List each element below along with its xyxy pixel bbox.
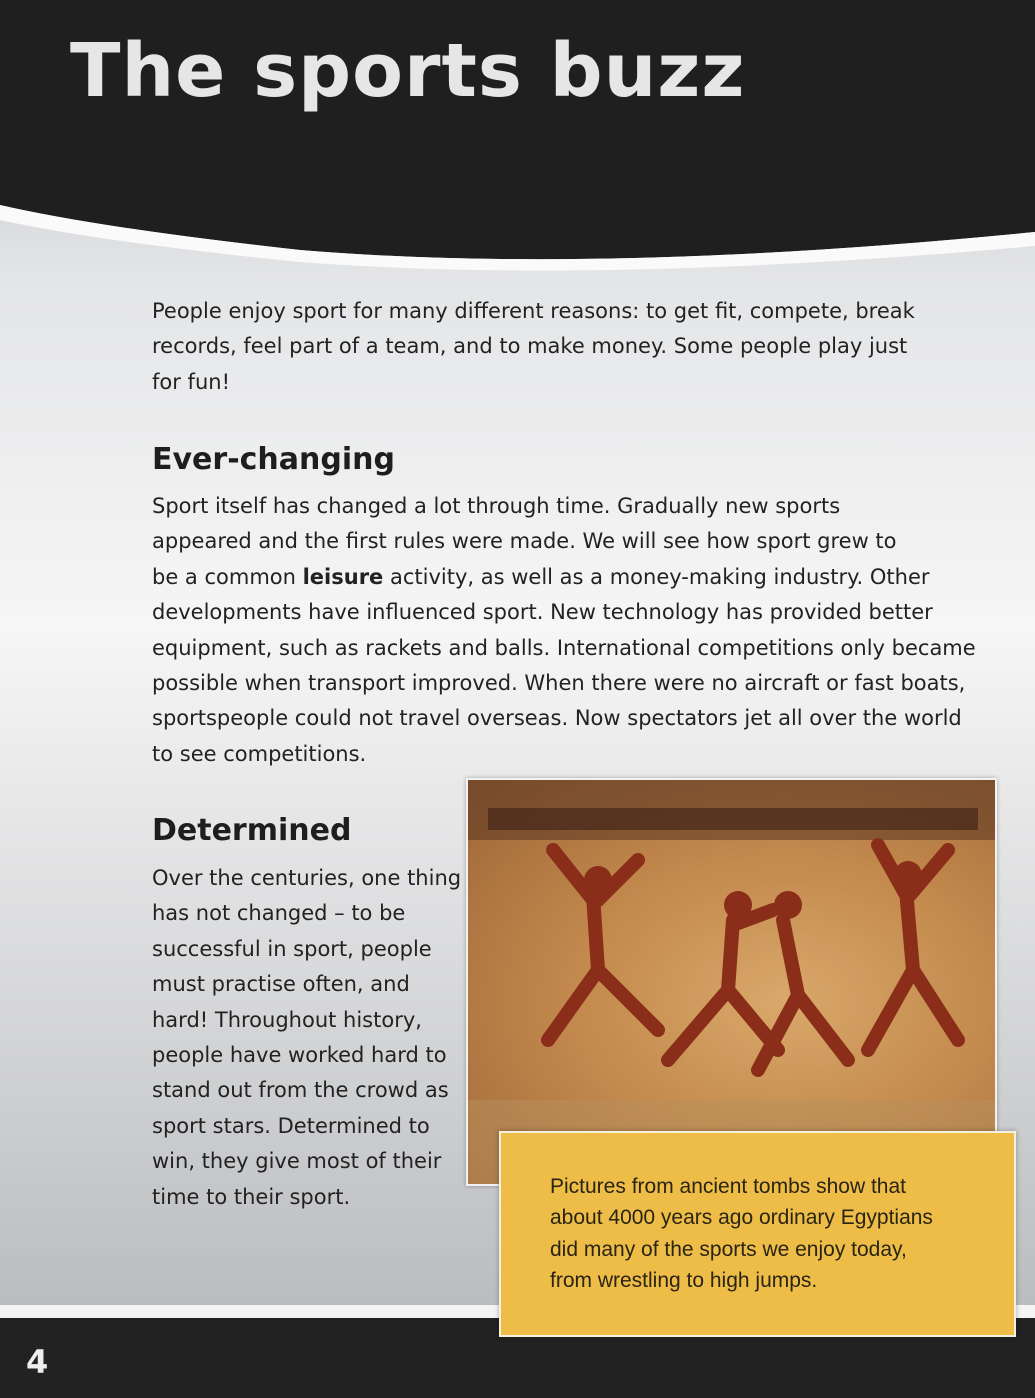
caption-line: about 4000 years ago ordinary Egyptians bbox=[550, 1206, 933, 1230]
text-line: stand out from the crowd as bbox=[152, 1078, 449, 1103]
page-number: 4 bbox=[26, 1343, 49, 1381]
caption-line: Pictures from ancient tombs show that bbox=[550, 1175, 906, 1198]
caption-box bbox=[499, 1131, 1016, 1337]
text-line: time to their sport. bbox=[152, 1184, 351, 1209]
text-line: developments have influenced sport. New technology has provided better bbox=[152, 600, 933, 625]
caption-line: did many of the sports we enjoy today, bbox=[550, 1237, 907, 1261]
text-line: successful in sport, people bbox=[152, 936, 432, 961]
text: activity, as well as a money-making industry. Other bbox=[383, 564, 930, 589]
section-heading: Ever-changing bbox=[152, 442, 395, 477]
text-line: Sport itself has changed a lot through time. Gradually new sports bbox=[152, 494, 841, 518]
text: be a common bbox=[152, 564, 303, 589]
text-line: equipment, such as rackets and balls. International competitions only became bbox=[152, 635, 976, 660]
text-line: hard! Throughout history, bbox=[152, 1007, 422, 1032]
text-line: Over the centuries, one thing bbox=[152, 866, 462, 890]
glossary-term: leisure bbox=[302, 564, 384, 589]
text-line: people have worked hard to bbox=[152, 1042, 447, 1067]
text-line: appeared and the first rules were made. We will see how sport grew to bbox=[152, 529, 897, 554]
page-title: The sports buzz bbox=[70, 28, 746, 114]
text-line: must practise often, and bbox=[152, 972, 410, 997]
text-line: sport stars. Determined to bbox=[152, 1113, 430, 1138]
text-line: for fun! bbox=[152, 369, 230, 394]
text-line: sportspeople could not travel overseas. Now spectators jet all over the world bbox=[152, 706, 962, 731]
text-line: possible when transport improved. When there were no aircraft or fast boats, bbox=[152, 670, 966, 695]
text-line: win, they give most of their bbox=[152, 1149, 442, 1174]
intro-paragraph bbox=[152, 294, 915, 400]
egyptian-tomb-painting-image bbox=[466, 778, 997, 1186]
caption-line: from wrestling to high jumps. bbox=[550, 1268, 818, 1292]
text-line: to see competitions. bbox=[152, 741, 367, 766]
section1-paragraph bbox=[152, 489, 976, 772]
section2-paragraph bbox=[152, 861, 461, 1215]
text-line bbox=[152, 560, 976, 595]
section-heading: Determined bbox=[152, 813, 352, 848]
text-line: People enjoy sport for many different reasons: to get fit, compete, break bbox=[152, 299, 915, 323]
text-line: has not changed – to be bbox=[152, 901, 406, 926]
text-line: records, feel part of a team, and to make money. Some people play just bbox=[152, 334, 908, 359]
